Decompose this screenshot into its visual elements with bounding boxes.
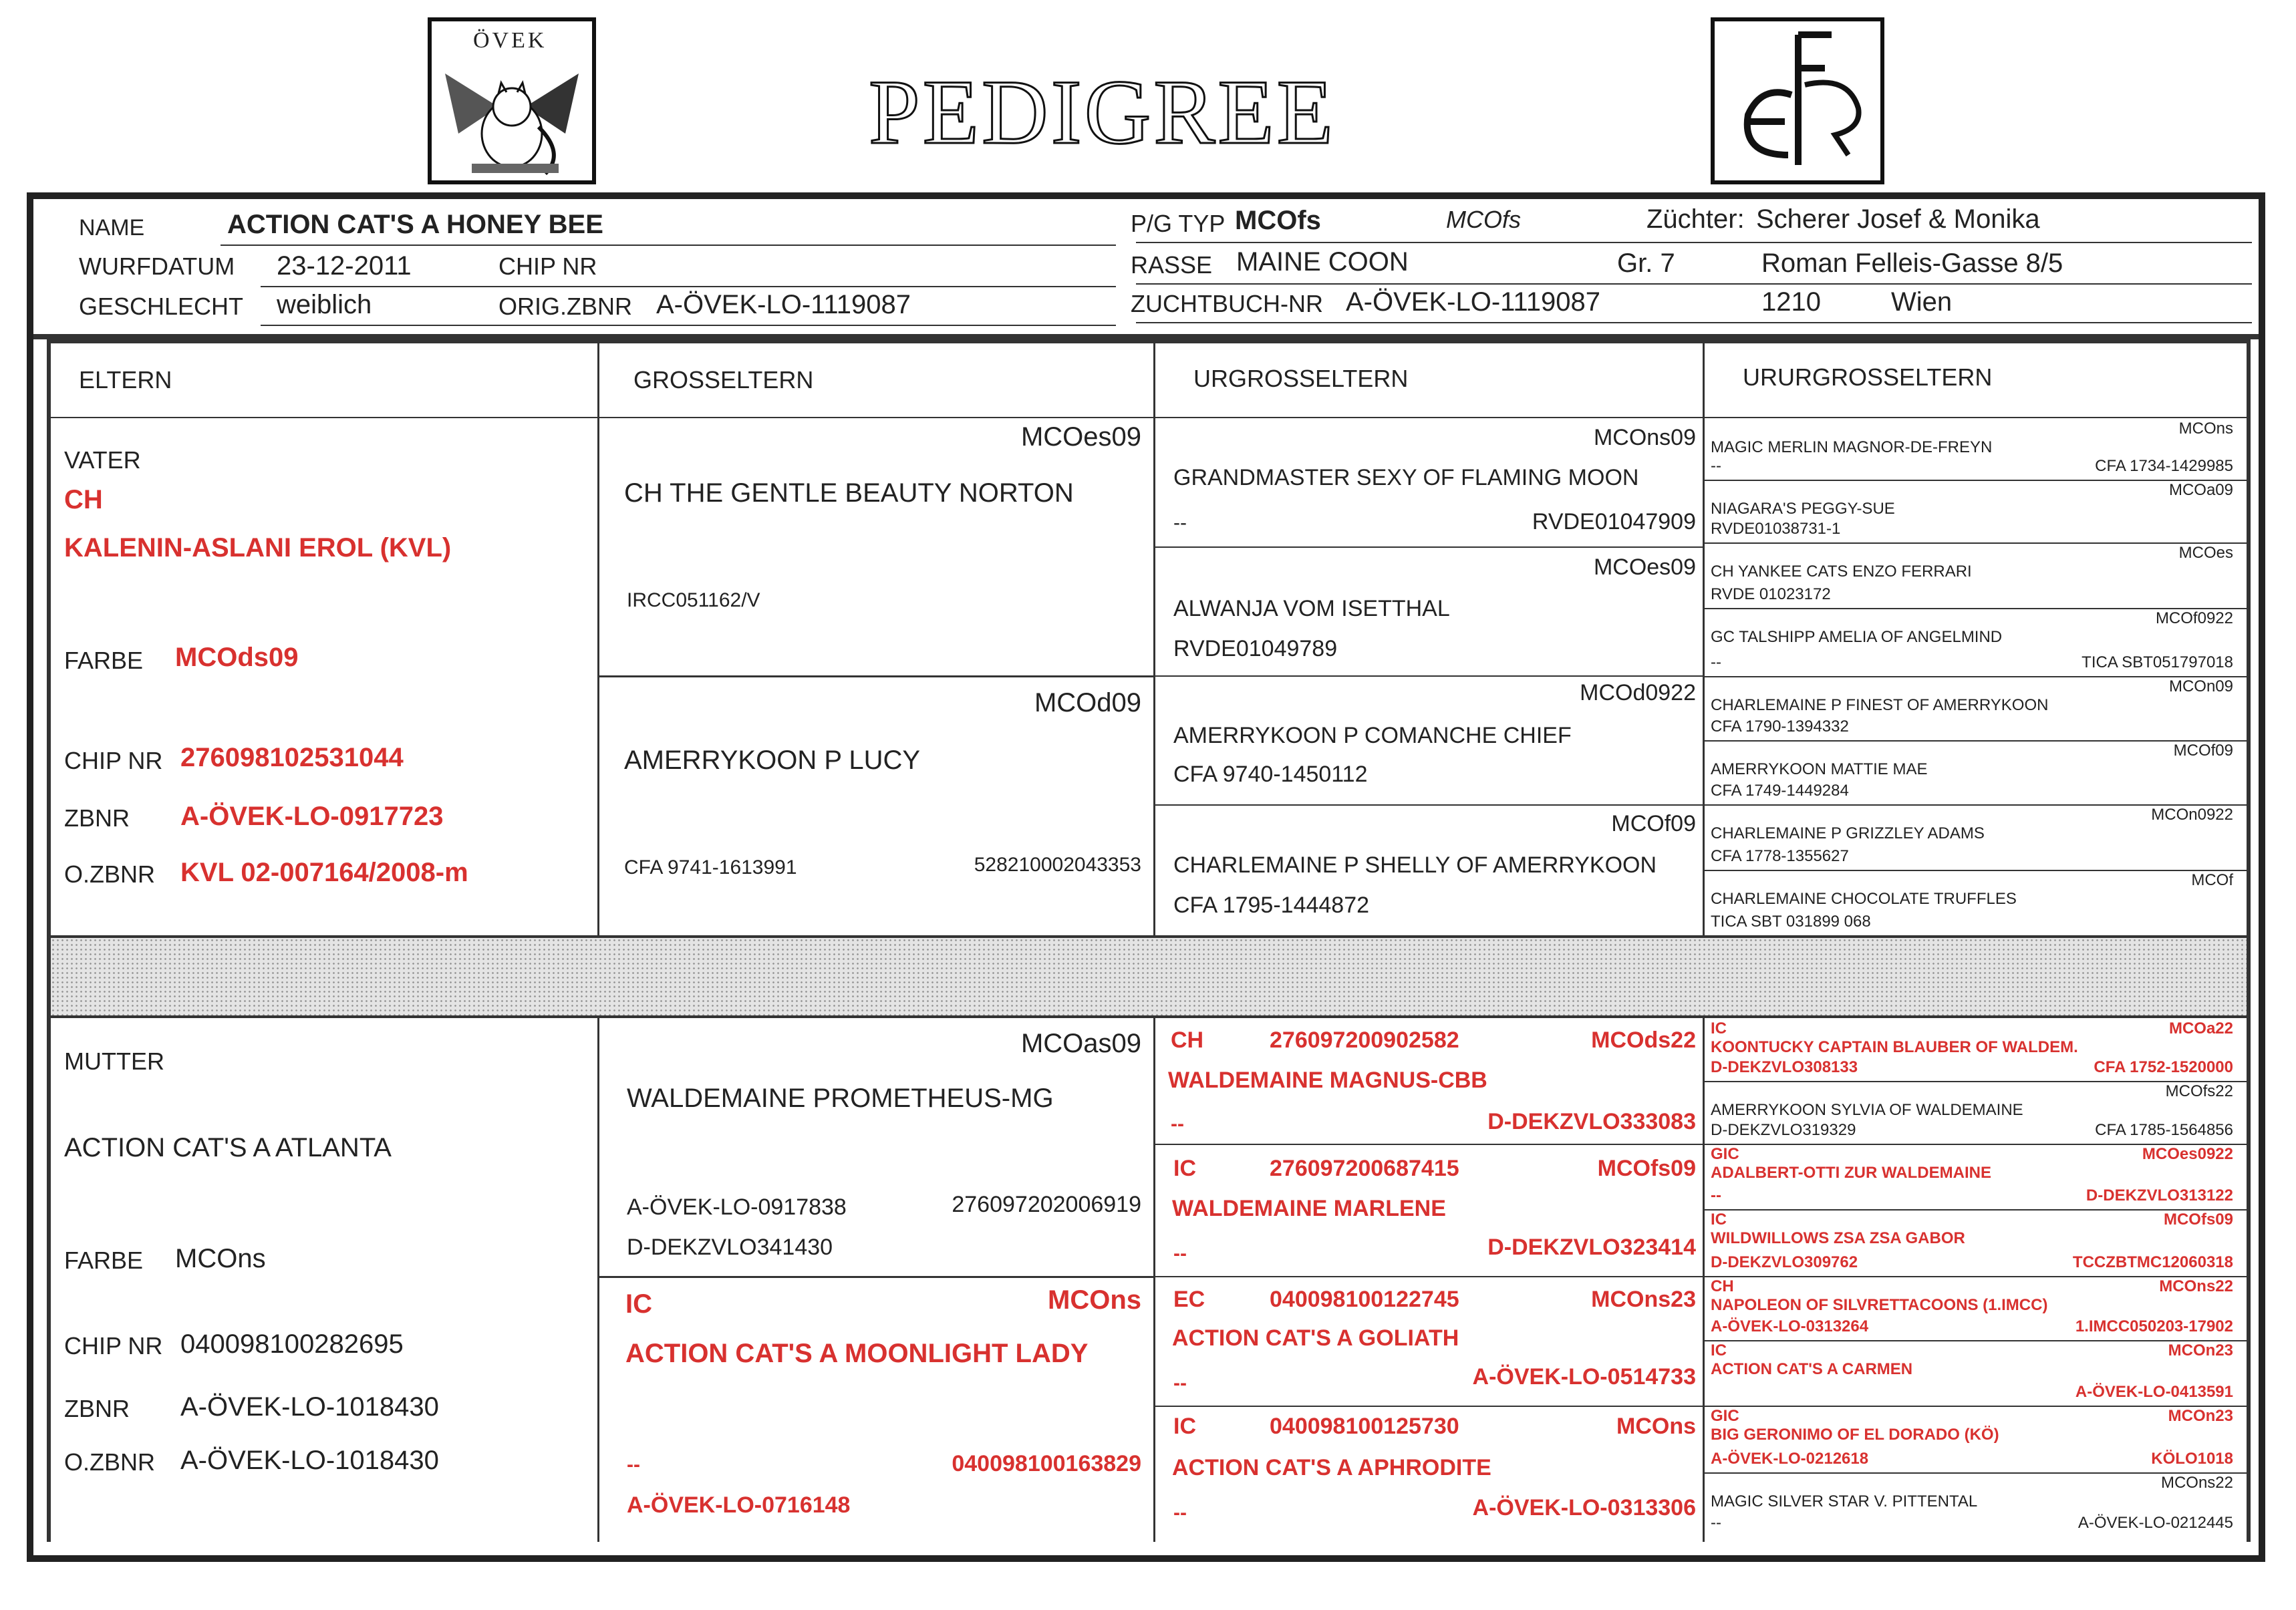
gggp-title: CH	[1711, 1277, 1734, 1295]
gggp-name: ADALBERT-OTTI ZUR WALDEMAINE	[1711, 1164, 1991, 1182]
gp-reg: A-ÖVEK-LO-0917838	[627, 1194, 847, 1220]
gggp-ems: MCOfs22	[2165, 1082, 2233, 1100]
gggp-reg-right: CFA 1734-1429985	[2095, 457, 2233, 475]
ggp-name: ACTION CAT'S A GOLIATH	[1172, 1325, 1459, 1351]
gggp-reg-right: A-ÖVEK-LO-0212445	[2077, 1514, 2233, 1532]
gp-ems: MCOes09	[1020, 422, 1141, 452]
ggp-ems: MCOds22	[1591, 1027, 1696, 1053]
gp-name: CH THE GENTLE BEAUTY NORTON	[624, 478, 1074, 508]
gggp-ems: MCOn23	[2168, 1341, 2233, 1359]
gggp-ems: MCOf09	[2173, 742, 2233, 760]
cat-with-wings-icon	[432, 53, 592, 180]
gggp-title: IC	[1711, 1341, 1727, 1359]
chip-label: CHIP NR	[498, 253, 597, 280]
gggp-name: WILDWILLOWS ZSA ZSA GABOR	[1711, 1229, 1965, 1247]
gggp-name: BIG GERONIMO OF EL DORADO (KÖ)	[1711, 1426, 1999, 1444]
wurfdatum-value: 23-12-2011	[277, 251, 412, 281]
address-city: Wien	[1891, 287, 1953, 317]
zuchtbuch-value: A-ÖVEK-LO-1119087	[1346, 287, 1600, 317]
ggp-chip: 276097200687415	[1270, 1156, 1459, 1181]
gggp-ems: MCOns22	[2159, 1277, 2233, 1295]
mother-farbe: MCOns	[175, 1244, 266, 1273]
gggp-ems: MCOns	[2178, 420, 2233, 438]
fife-logo-icon	[1715, 21, 1880, 180]
father-chip-label: CHIP NR	[64, 747, 163, 774]
gggp-reg-right: 1.IMCC050203-17902	[2075, 1317, 2233, 1335]
gggp-name: ACTION CAT'S A CARMEN	[1711, 1360, 1913, 1378]
gp-title: IC	[625, 1289, 652, 1319]
pg-typ-label: P/G TYP	[1131, 210, 1226, 237]
page-title: PEDIGREE	[869, 61, 1336, 163]
gp-reg: A-ÖVEK-LO-0716148	[627, 1492, 851, 1518]
ggp-name: AMERRYKOON P COMANCHE CHIEF	[1173, 723, 1572, 748]
gggp-title: GIC	[1711, 1407, 1739, 1425]
gr-value: Gr. 7	[1617, 249, 1675, 278]
gggp-ems: MCOns22	[2160, 1474, 2233, 1492]
gggp-title: IC	[1711, 1019, 1727, 1037]
orig-zbnr-value: A-ÖVEK-LO-1119087	[656, 290, 911, 319]
gp-ems: MCOns	[1048, 1285, 1141, 1315]
gggp-name: CHARLEMAINE CHOCOLATE TRUFFLES	[1711, 890, 2017, 908]
gggp-reg-left: RVDE 01023172	[1711, 585, 1831, 603]
address-zip: 1210	[1761, 287, 1821, 317]
ggp-reg: RVDE01047909	[1532, 509, 1696, 534]
ggp-chip: 276097200902582	[1270, 1027, 1459, 1053]
gggp-ems: MCOes	[2178, 544, 2233, 562]
ggp-reg: CFA 1795-1444872	[1173, 893, 1370, 918]
ggp-name: CHARLEMAINE P SHELLY OF AMERRYKOON	[1173, 852, 1657, 878]
zuechter-label: Züchter:	[1646, 204, 1745, 234]
gggp-ems: MCOes0922	[2142, 1145, 2233, 1163]
ggp-ems: MCOf09	[1611, 811, 1696, 836]
gp-name: AMERRYKOON P LUCY	[624, 746, 921, 775]
orig-zbnr-label: ORIG.ZBNR	[498, 293, 633, 320]
ggp-dash: --	[1171, 1113, 1184, 1135]
ggp-ems: MCOes09	[1593, 554, 1696, 580]
father-name: KALENIN-ASLANI EROL (KVL)	[64, 533, 452, 562]
father-ozbnr: KVL 02-007164/2008-m	[180, 858, 468, 887]
ggp-ems: MCOfs09	[1597, 1156, 1696, 1181]
gggp-reg-left: TICA SBT 031899 068	[1711, 913, 1871, 931]
gggp-ems: MCOn23	[2168, 1407, 2233, 1425]
gggp-reg-left: RVDE01038731-1	[1711, 520, 1841, 538]
gggp-name: CHARLEMAINE P GRIZZLEY ADAMS	[1711, 824, 1985, 842]
ggp-dash: --	[1173, 1243, 1187, 1265]
ggp-reg: A-ÖVEK-LO-0313306	[1472, 1495, 1696, 1520]
gggp-title: IC	[1711, 1211, 1727, 1229]
ggp-ems: MCOns	[1616, 1414, 1696, 1439]
father-ozbnr-label: O.ZBNR	[64, 860, 156, 888]
gp-chip: 040098100163829	[952, 1451, 1141, 1476]
gggp-reg-left: --	[1711, 457, 1721, 475]
ggp-title: IC	[1173, 1414, 1196, 1439]
father-zbnr: A-ÖVEK-LO-0917723	[180, 802, 444, 831]
mother-ozbnr-label: O.ZBNR	[64, 1448, 156, 1476]
address-street: Roman Felleis-Gasse 8/5	[1761, 249, 2063, 278]
gggp-reg-left: A-ÖVEK-LO-0313264	[1711, 1317, 1869, 1335]
gggp-reg-right: CFA 1752-1520000	[2094, 1058, 2233, 1076]
father-title: CH	[64, 485, 103, 514]
zuchtbuch-label: ZUCHTBUCH-NR	[1131, 290, 1323, 317]
gggp-reg-left: D-DEKZVLO319329	[1711, 1121, 1856, 1139]
gggp-ems: MCOf0922	[2155, 609, 2233, 627]
gggp-name: AMERRYKOON MATTIE MAE	[1711, 760, 1928, 778]
mother-name: ACTION CAT'S A ATLANTA	[64, 1133, 392, 1162]
gp-chip: 276097202006919	[952, 1192, 1141, 1217]
gp-name: WALDEMAINE PROMETHEUS-MG	[627, 1084, 1054, 1113]
mother-role: MUTTER	[64, 1048, 164, 1075]
ggp-reg: RVDE01049789	[1173, 636, 1338, 661]
gp-ems: MCOd09	[1034, 688, 1141, 717]
ggp-name: WALDEMAINE MAGNUS-CBB	[1168, 1068, 1487, 1093]
geschlecht-label: GESCHLECHT	[79, 293, 244, 320]
gggp-name: MAGIC MERLIN MAGNOR-DE-FREYN	[1711, 438, 1993, 456]
geschlecht-value: weiblich	[277, 290, 372, 319]
gggp-reg-left: CFA 1778-1355627	[1711, 847, 1849, 865]
mother-ozbnr: A-ÖVEK-LO-1018430	[180, 1446, 439, 1475]
ggp-title: CH	[1171, 1027, 1204, 1053]
pg-typ-value: MCOfs	[1235, 206, 1321, 235]
mother-chip: 040098100282695	[180, 1329, 404, 1359]
father-chip: 276098102531044	[180, 743, 404, 772]
gggp-reg-right: CFA 1785-1564856	[2095, 1121, 2233, 1139]
gggp-reg-left: A-ÖVEK-LO-0212618	[1711, 1450, 1869, 1468]
gp-reg: IRCC051162/V	[627, 589, 760, 611]
ggp-chip: 040098100125730	[1270, 1414, 1459, 1439]
column-header-urgrosseltern: URGROSSELTERN	[1193, 365, 1409, 392]
zuechter-value: Scherer Josef & Monika	[1756, 204, 2040, 234]
gggp-reg-right: A-ÖVEK-LO-0413591	[2075, 1383, 2233, 1401]
mother-chip-label: CHIP NR	[64, 1332, 163, 1359]
gggp-reg-left: --	[1711, 653, 1721, 671]
gggp-reg-left: CFA 1749-1449284	[1711, 782, 1849, 800]
gggp-name: KOONTUCKY CAPTAIN BLAUBER OF WALDEM.	[1711, 1038, 2078, 1056]
gggp-ems: MCOa22	[2168, 1019, 2233, 1037]
rasse-value: MAINE COON	[1236, 247, 1409, 277]
ggp-name: ALWANJA VOM ISETTHAL	[1173, 596, 1450, 621]
ggp-dash: --	[1173, 1502, 1187, 1524]
gggp-reg-right: TCCZBTMC12060318	[2072, 1253, 2233, 1271]
oevek-logo-text: ÖVEK	[473, 28, 547, 53]
ggp-chip: 040098100122745	[1270, 1287, 1459, 1312]
gggp-reg-right: KÖLO1018	[2151, 1450, 2233, 1468]
gggp-reg-right: TICA SBT051797018	[2082, 653, 2233, 671]
gggp-ems: MCOa09	[2168, 481, 2233, 499]
gggp-name: NIAGARA'S PEGGY-SUE	[1711, 500, 1895, 518]
gp-ems: MCOas09	[1020, 1029, 1141, 1058]
gggp-ems: MCOn09	[2168, 677, 2233, 695]
gggp-reg-left: D-DEKZVLO308133	[1711, 1058, 1858, 1076]
mother-zbnr: A-ÖVEK-LO-1018430	[180, 1392, 439, 1422]
gggp-name: CH YANKEE CATS ENZO FERRARI	[1711, 562, 1972, 581]
gp-name: ACTION CAT'S A MOONLIGHT LADY	[625, 1339, 1089, 1368]
wurfdatum-label: WURFDATUM	[79, 253, 235, 280]
ggp-title: IC	[1173, 1156, 1196, 1181]
gggp-name: GC TALSHIPP AMELIA OF ANGELMIND	[1711, 628, 2003, 646]
ggp-ems: MCOns09	[1593, 425, 1696, 450]
ggp-reg: D-DEKZVLO323414	[1487, 1235, 1696, 1260]
gp-dash: --	[627, 1454, 640, 1476]
ggp-dash: --	[1173, 512, 1187, 534]
gggp-reg-left: CFA 1790-1394332	[1711, 717, 1849, 736]
gggp-ems: MCOfs09	[2163, 1211, 2233, 1229]
gggp-reg-right: D-DEKZVLO313122	[2086, 1186, 2233, 1204]
father-farbe: MCOds09	[175, 643, 299, 672]
gggp-name: CHARLEMAINE P FINEST OF AMERRYKOON	[1711, 696, 2049, 714]
separator-band	[51, 938, 2247, 1017]
column-header-eltern: ELTERN	[79, 366, 172, 393]
gggp-reg-left: --	[1711, 1186, 1721, 1204]
pg-typ-alt: MCOfs	[1446, 206, 1521, 233]
mother-zbnr-label: ZBNR	[64, 1395, 130, 1422]
gggp-name: AMERRYKOON SYLVIA OF WALDEMAINE	[1711, 1101, 2023, 1119]
father-farbe-label: FARBE	[64, 647, 144, 674]
cat-name: ACTION CAT'S A HONEY BEE	[227, 210, 603, 239]
ggp-dash: --	[1173, 1372, 1187, 1394]
column-header-grosseltern: GROSSELTERN	[633, 366, 814, 393]
father-zbnr-label: ZBNR	[64, 804, 130, 832]
oevek-logo	[428, 17, 596, 184]
ggp-reg: D-DEKZVLO333083	[1487, 1109, 1696, 1134]
gggp-ems: MCOf	[2191, 871, 2233, 889]
gp-reg: CFA 9741-1613991	[624, 856, 797, 878]
ggp-name: WALDEMAINE MARLENE	[1172, 1196, 1446, 1221]
father-role: VATER	[64, 446, 141, 474]
ggp-reg: CFA 9740-1450112	[1173, 762, 1368, 787]
name-label: NAME	[79, 215, 145, 240]
rasse-label: RASSE	[1131, 251, 1213, 279]
column-header-ururgrosseltern: URURGROSSELTERN	[1743, 363, 1993, 391]
gggp-name: MAGIC SILVER STAR V. PITTENTAL	[1711, 1492, 1978, 1510]
ggp-name: GRANDMASTER SEXY OF FLAMING MOON	[1173, 465, 1639, 490]
gggp-title: GIC	[1711, 1145, 1739, 1163]
ggp-reg: A-ÖVEK-LO-0514733	[1472, 1364, 1696, 1390]
ggp-ems: MCOns23	[1591, 1287, 1696, 1312]
gp-chip: 528210002043353	[974, 854, 1141, 876]
gggp-name: NAPOLEON OF SILVRETTACOONS (1.IMCC)	[1711, 1296, 2048, 1314]
ggp-ems: MCOd0922	[1580, 680, 1696, 705]
ggp-title: EC	[1173, 1287, 1205, 1312]
ggp-name: ACTION CAT'S A APHRODITE	[1172, 1455, 1491, 1480]
gggp-reg-left: D-DEKZVLO309762	[1711, 1253, 1858, 1271]
mother-farbe-label: FARBE	[64, 1247, 144, 1274]
fife-logo	[1711, 17, 1884, 184]
gggp-reg-left: --	[1711, 1514, 1721, 1532]
gp-reg2: D-DEKZVLO341430	[627, 1235, 833, 1260]
gggp-ems: MCOn0922	[2151, 806, 2233, 824]
